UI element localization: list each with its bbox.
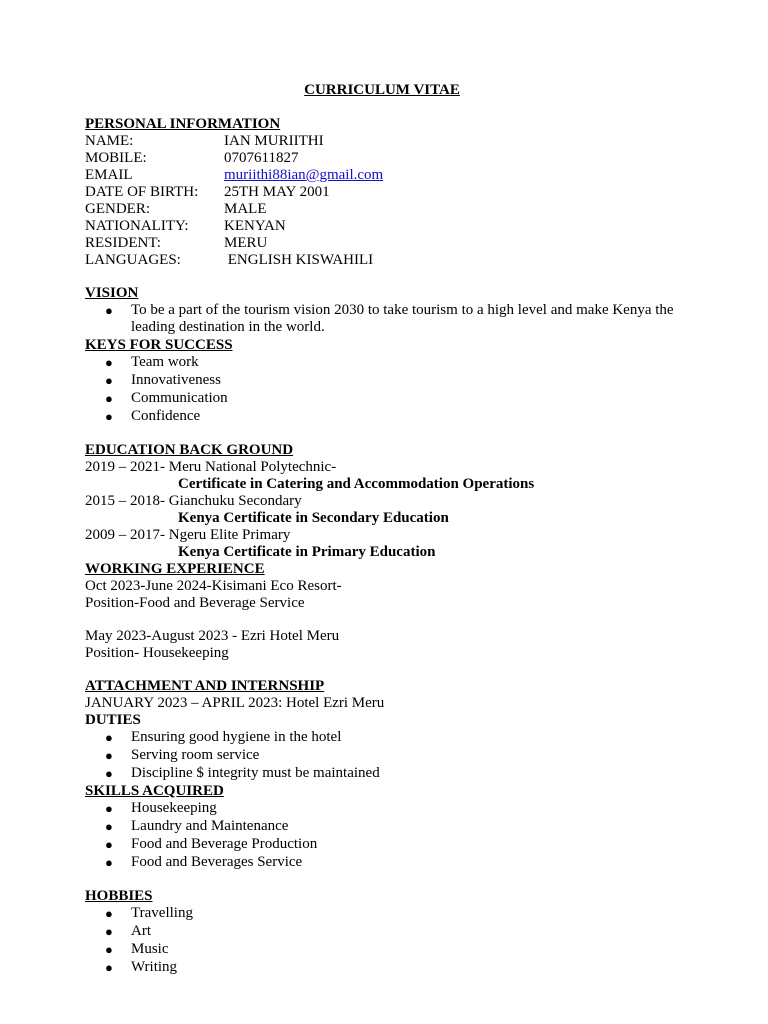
- bullet-icon: ●: [105, 906, 113, 921]
- list-item: ● To be a part of the tourism vision 2030 to take tourism to a high level and make Kenya the leading destination in the world.: [105, 302, 674, 335]
- field-mobile: [85, 150, 685, 167]
- work-entry-line: Oct 2023-June 2024-Kisimani Eco Resort-: [85, 578, 342, 594]
- hobbies-heading: HOBBIES: [85, 888, 153, 904]
- keys-list: [85, 354, 685, 425]
- bullet-icon: ●: [105, 942, 113, 957]
- bullet-icon: ●: [105, 924, 113, 939]
- field-gender: [85, 201, 685, 218]
- list-item: ● Communication: [105, 390, 228, 406]
- bullet-icon: ●: [105, 855, 113, 870]
- field-label: DATE OF BIRTH:: [85, 184, 199, 200]
- list-item: ● Food and Beverages Service: [105, 854, 303, 870]
- skills-heading: SKILLS ACQUIRED: [85, 783, 224, 799]
- field-email: [85, 167, 685, 184]
- list-item: ● Art: [105, 923, 151, 939]
- field-label: GENDER:: [85, 201, 150, 217]
- field-value: MERU: [224, 235, 268, 251]
- list-item: ● Food and Beverage Production: [105, 836, 318, 852]
- vision-list: [85, 302, 685, 336]
- bullet-icon: ●: [105, 303, 113, 318]
- field-value: 0707611827: [224, 150, 299, 166]
- education-line: 2009 – 2017- Ngeru Elite Primary: [85, 527, 291, 543]
- field-label: NATIONALITY:: [85, 218, 189, 234]
- field-languages: [85, 252, 685, 269]
- attachment-heading: ATTACHMENT AND INTERNSHIP: [85, 678, 325, 694]
- list-item: ● Ensuring good hygiene in the hotel: [105, 729, 342, 745]
- attachment-line: JANUARY 2023 – APRIL 2023: Hotel Ezri Meru: [85, 695, 385, 711]
- list-item: ● Serving room service: [105, 747, 260, 763]
- field-label: MOBILE:: [85, 150, 147, 166]
- field-nationality: [85, 218, 685, 235]
- work-entry-line: Position- Housekeeping: [85, 645, 229, 661]
- education-line: 2015 – 2018- Gianchuku Secondary: [85, 493, 302, 509]
- skills-list: [85, 800, 685, 871]
- bullet-icon: ●: [105, 355, 113, 370]
- duties-label: DUTIES: [85, 712, 141, 728]
- bullet-icon: ●: [105, 960, 113, 975]
- list-item: ● Writing: [105, 959, 178, 975]
- list-item: ● Laundry and Maintenance: [105, 818, 289, 834]
- list-item: ● Travelling: [105, 905, 193, 921]
- field-label: RESIDENT:: [85, 235, 161, 251]
- field-label: EMAIL: [85, 167, 133, 183]
- education-cert: Certificate in Catering and Accommodation Operations: [178, 476, 535, 492]
- personal-info-heading: PERSONAL INFORMATION: [85, 116, 281, 132]
- work-entry-line: Position-Food and Beverage Service: [85, 595, 305, 611]
- field-label: LANGUAGES:: [85, 252, 181, 268]
- bullet-icon: ●: [105, 801, 113, 816]
- bullet-icon: ●: [105, 391, 113, 406]
- field-dob: [85, 184, 685, 201]
- bullet-icon: ●: [105, 409, 113, 424]
- list-item: ● Music: [105, 941, 169, 957]
- education-line: 2019 – 2021- Meru National Polytechnic-: [85, 459, 337, 475]
- education-cert: Kenya Certificate in Primary Education: [178, 544, 436, 560]
- bullet-icon: ●: [105, 766, 113, 781]
- list-item: ● Confidence: [105, 408, 201, 424]
- field-value: ENGLISH KISWAHILI: [224, 252, 374, 268]
- page-title: CURRICULUM VITAE: [304, 82, 460, 98]
- bullet-icon: ●: [105, 837, 113, 852]
- field-name: [85, 133, 685, 150]
- vision-heading: VISION: [85, 285, 139, 301]
- bullet-icon: ●: [105, 819, 113, 834]
- education-heading: EDUCATION BACK GROUND: [85, 442, 294, 458]
- bullet-icon: ●: [105, 730, 113, 745]
- keys-heading: KEYS FOR SUCCESS: [85, 337, 233, 353]
- field-value: IAN MURIITHI: [224, 133, 324, 149]
- field-resident: [85, 235, 685, 252]
- work-heading: WORKING EXPERIENCE: [85, 561, 265, 577]
- field-value: MALE: [224, 201, 267, 217]
- list-item: ● Team work: [105, 354, 199, 370]
- personal-info-table: [85, 133, 685, 269]
- education-cert: Kenya Certificate in Secondary Education: [178, 510, 449, 526]
- duties-list: [85, 729, 685, 782]
- field-value: KENYAN: [224, 218, 286, 234]
- hobbies-list: [85, 905, 685, 976]
- list-item: ● Housekeeping: [105, 800, 217, 816]
- work-entry-line: May 2023-August 2023 - Ezri Hotel Meru: [85, 628, 340, 644]
- bullet-icon: ●: [105, 373, 113, 388]
- list-item: ● Innovativeness: [105, 372, 221, 388]
- cv-page: [85, 82, 685, 977]
- email-link[interactable]: muriithi88ian@gmail.com: [224, 167, 384, 183]
- bullet-icon: ●: [105, 748, 113, 763]
- field-value: 25TH MAY 2001: [224, 184, 330, 200]
- field-label: NAME:: [85, 133, 134, 149]
- list-item: ● Discipline $ integrity must be maintained: [105, 765, 380, 781]
